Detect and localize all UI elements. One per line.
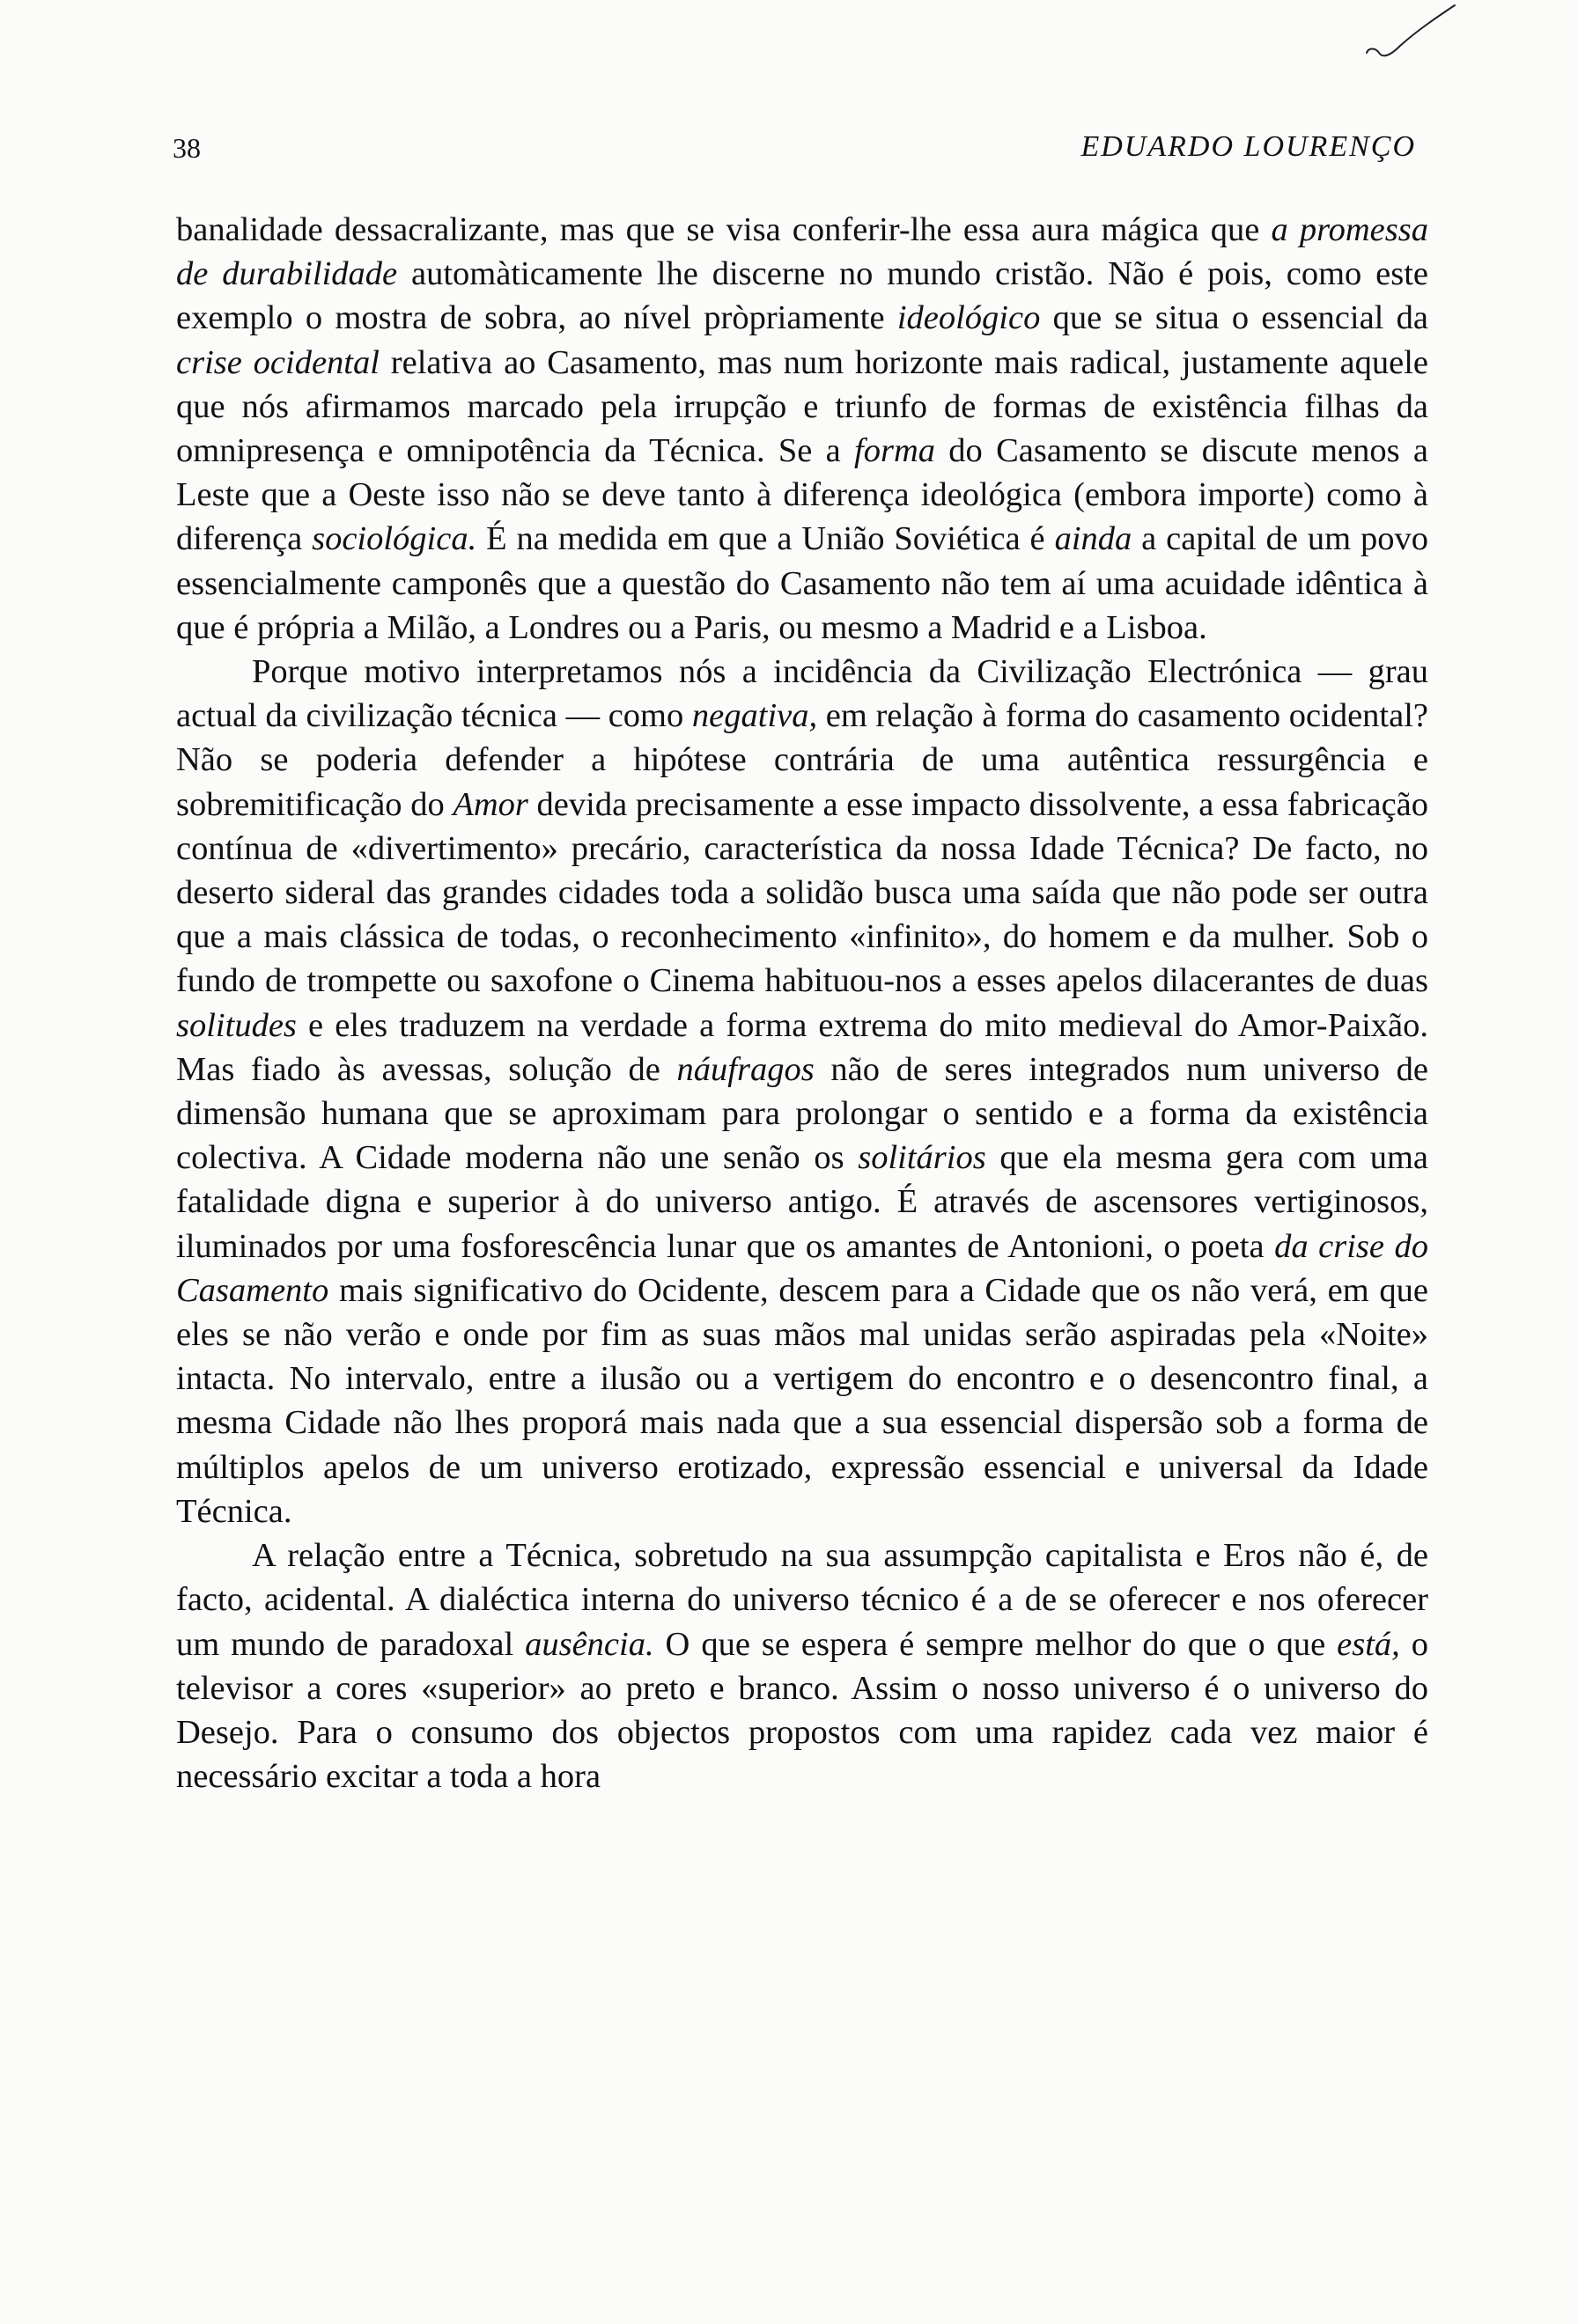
italic-phrase: sociológica. [312,520,477,558]
italic-phrase: negativa, [691,697,818,735]
text-run: É na medida em que a União Soviética é [476,520,1055,558]
paragraph [176,1533,1428,1798]
text-run: e eles traduzem na verdade a forma extrema do mito medieval do Amor-Paixão. Mas fiado às avessas, solução de [176,1006,1428,1088]
text-run: mais significativo do Ocidente, descem para a Cidade que os não verá, em que eles se não verão e onde por fim as suas mãos mal unidas serão aspiradas pela «Noite» intacta. No intervalo, entre a ilusão ou a vertigem do encontro e o desencontro final, a mesma Cidade não lhes proporá mais nada que a sua essencial dispersão sob a forma de múltiplos apelos de um universo erotizado, expressão essencial e universal da Idade Técnica. [176,1271,1428,1530]
paragraph [176,650,1428,1533]
italic-phrase: solitários [858,1139,986,1177]
italic-phrase: Amor [453,785,528,823]
text-run: Porque motivo interpretamos nós a incidência da Civilização Electrónica — grau actual da civilização técnica — como [176,653,1428,735]
italic-phrase: crise ocidental [176,343,380,381]
text-run: que ela mesma gera com uma fatalidade digna e superior à do universo antigo. É através de ascensores vertiginosos, iluminados por uma fosforescência lunar que os amantes de Antonioni, o poeta [176,1139,1428,1265]
text-run: do Casamento se discute menos a Leste que a Oeste isso não se deve tanto à diferença ideológica (embora importe) como à diferença [176,432,1428,558]
text-body [176,208,1428,1798]
italic-phrase: ausência. [525,1625,654,1663]
text-run: automàticamente lhe discerne no mundo cristão. Não é pois, como este exemplo o mostra de sobra, ao nível pròpriamente [176,255,1428,337]
page-number: 38 [173,132,201,164]
paragraph [176,208,1428,650]
italic-phrase: solitudes [176,1006,297,1044]
text-run: A relação entre a Técnica, sobretudo na sua assumpção capitalista e Eros não é, de facto, acidental. A dialéctica interna do universo técnico é a de se oferecer e nos oferecer um mundo de paradoxal [176,1537,1428,1663]
handwritten-check-mark [1363,4,1460,65]
italic-phrase: da crise do Casamento [176,1227,1428,1309]
text-run: banalidade dessacralizante, mas que se visa conferir-lhe essa aura mágica que [176,211,1272,248]
italic-phrase: a promessa de durabilidade [176,211,1428,293]
italic-phrase: ideológico [896,299,1041,337]
text-run: que se situa o essencial da [1040,299,1429,337]
italic-phrase: forma [854,432,936,470]
text-run: devida precisamente a esse impacto dissolvente, a essa fabricação contínua de «divertimento» precário, característica da nossa Idade Técnica? De facto, no deserto sideral das grandes cidades toda a solidão busca uma saída que não pode ser outra que a mais clássica de todas, o reconhecimento «infinito», do homem e da mulher. Sob o fundo de trompette ou saxofone o Cinema habituou-nos a esses apelos dilacerantes de duas [176,785,1428,1000]
text-run: em relação à forma do casamento ocidental? Não se poderia defender a hipótese contrária de uma autêntica ressurgência e sobremitificação do [176,697,1428,823]
text-run: a capital de um povo essencialmente camponês que a questão do Casamento não tem aí uma acuidade idêntica à que é própria a Milão, a Londres ou a Paris, ou mesmo a Madrid e a Lisboa. [176,520,1428,646]
text-run: não de seres integrados num universo de dimensão humana que se aproximam para prolongar o sentido e a forma da existência colectiva. A Cidade moderna não une senão os [176,1050,1428,1177]
running-head: EDUARDO LOURENÇO [1080,130,1416,163]
italic-phrase: náufragos [676,1050,815,1088]
text-run: o televisor a cores «superior» ao preto e branco. Assim o nosso universo é o universo do Desejo. Para o consumo dos objectos propostos com uma rapidez cada vez maior é necessário excitar a toda a hora [176,1625,1429,1796]
text-run: relativa ao Casamento, mas num horizonte mais radical, justamente aquele que nós afirmamos marcado pela irrupção e triunfo de formas de existência filhas da omnipresença e omnipotência da Técnica. Se a [176,343,1428,470]
italic-phrase: está, [1337,1625,1400,1663]
text-run: O que se espera é sempre melhor do que o que [653,1625,1338,1663]
italic-phrase: ainda [1054,520,1132,558]
